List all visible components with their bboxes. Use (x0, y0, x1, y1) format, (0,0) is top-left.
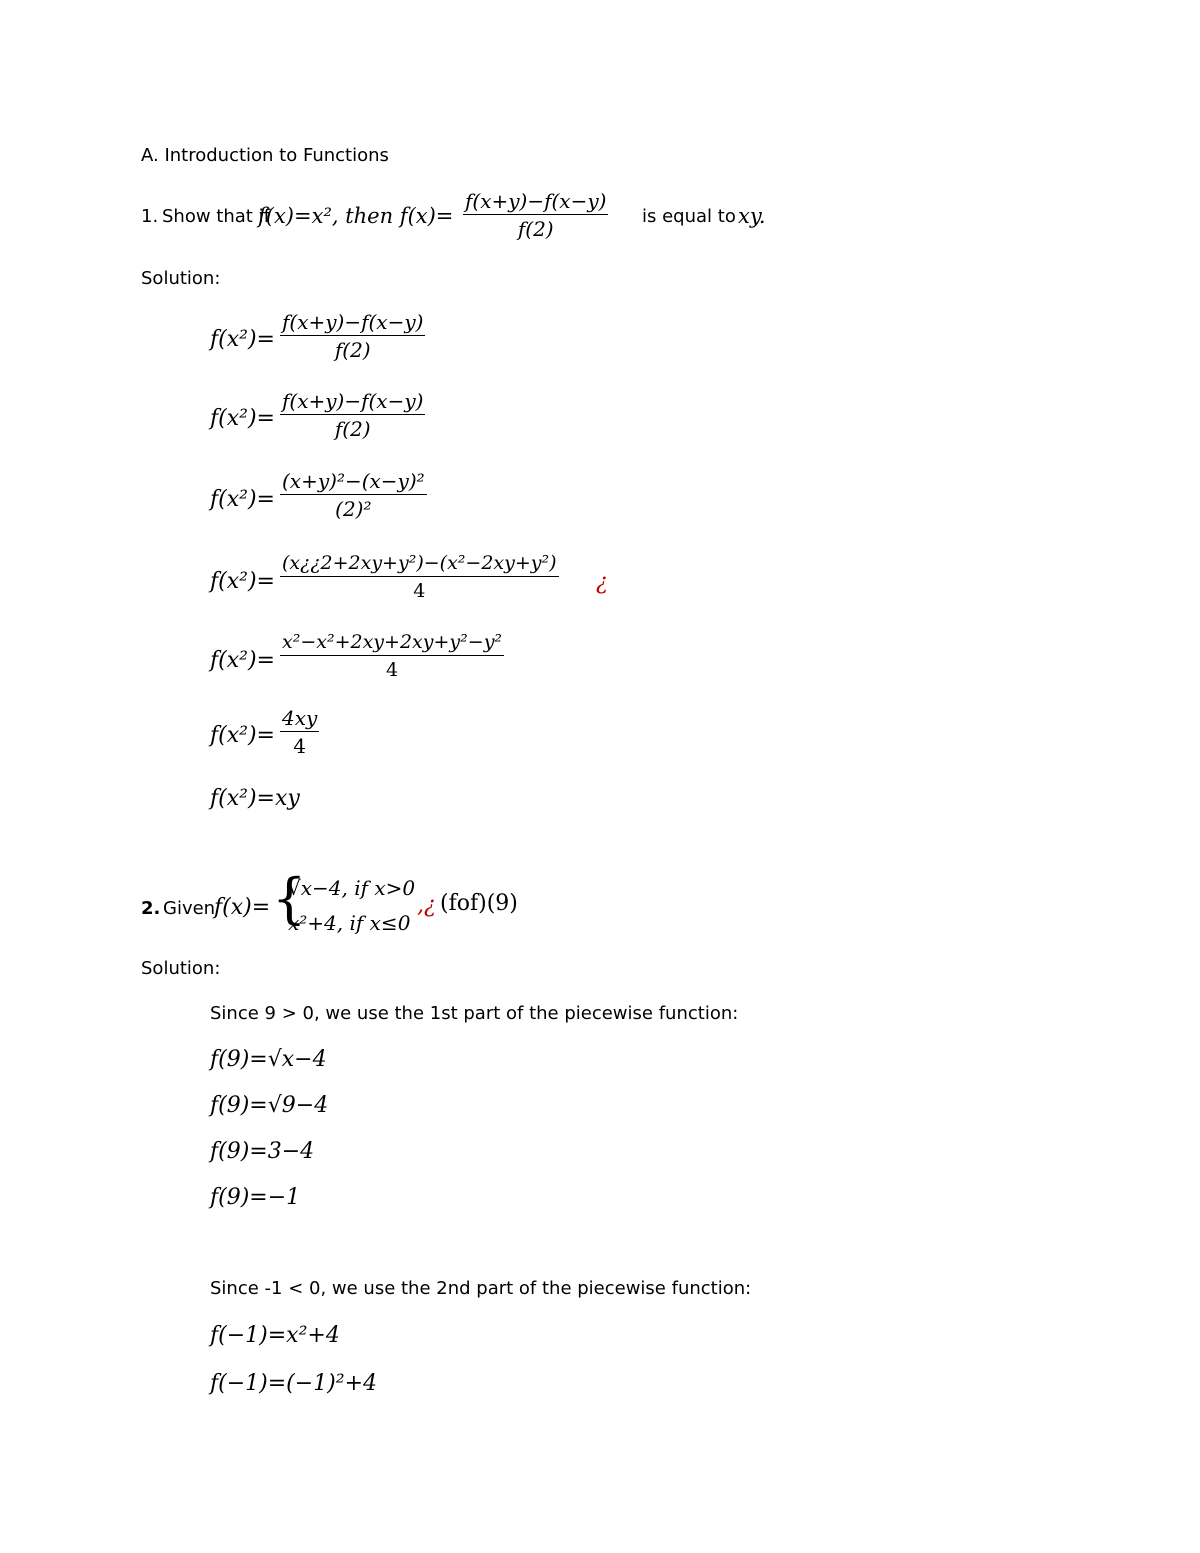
q1-prefix: Show that if (162, 206, 270, 227)
q1-number: 1. (141, 206, 159, 227)
q1-step6-numerator: 4xy (282, 706, 318, 730)
q1-step4-denominator: 4 (413, 580, 426, 602)
q1-step2-lhs: f(x²)= (210, 406, 275, 431)
q1-suffix: is equal to (642, 206, 736, 227)
q2-case2: x²+4, if x≤0 (288, 911, 411, 935)
q1-given: f(x)=x², then f(x)= (258, 204, 454, 228)
q2-tail-red: ,¿ (417, 893, 436, 918)
solution-label-1: Solution: (141, 268, 221, 289)
q2-lhs: f(x)= (214, 895, 271, 920)
q1-step3-numerator: (x+y)²−(x−y)² (282, 469, 425, 493)
q1-step2-denominator: f(2) (334, 417, 371, 441)
q1-step3-fraction (280, 469, 427, 521)
q2-part1-note: Since 9 > 0, we use the 1st part of the piecewise function: (210, 1003, 739, 1024)
solution-label-2: Solution: (141, 958, 221, 979)
q1-step1-lhs: f(x²)= (210, 327, 275, 352)
q2-part2-note: Since -1 < 0, we use the 2nd part of the piecewise function: (210, 1278, 752, 1299)
q1-fraction-denominator: f(2) (517, 217, 554, 241)
section-title: A. Introduction to Functions (141, 145, 389, 166)
q1-fraction-numerator: f(x+y)−f(x−y) (465, 189, 607, 213)
q1-step3-denominator: (2)² (335, 497, 372, 521)
q1-step5-lhs: f(x²)= (210, 648, 275, 673)
q2-tail: (fof)(9) (440, 891, 518, 916)
q1-step5-denominator: 4 (385, 659, 399, 681)
q1-target: xy. (738, 204, 766, 228)
q1-step4-numerator: (x¿¿2+2xy+y²)−(x²−2xy+y²) (280, 551, 559, 577)
q1-step2-numerator: f(x+y)−f(x−y) (282, 389, 424, 413)
q1-step1-denominator: f(2) (334, 338, 371, 362)
q2-part1-step1: f(9)=√x−4 (210, 1047, 327, 1072)
q1-step5-numerator: x²−x²+2xy+2xy+y²−y² (280, 630, 504, 656)
q2-number: 2. (141, 898, 161, 919)
piecewise-brace: { (272, 867, 307, 930)
q2-prefix: Given (163, 898, 216, 919)
q1-step3-lhs: f(x²)= (210, 487, 275, 512)
q1-step2-fraction (280, 389, 425, 441)
q1-step4-lhs: f(x²)= (210, 569, 275, 594)
q1-fraction (463, 189, 608, 241)
q2-part1-step4: f(9)=−1 (210, 1185, 301, 1210)
q1-step6-fraction (280, 706, 319, 758)
q1-step1-fraction (280, 310, 425, 362)
q1-step7: f(x²)=xy (210, 786, 300, 811)
q1-step6-denominator: 4 (293, 734, 307, 758)
q2-part2-step1: f(−1)=x²+4 (210, 1323, 340, 1348)
q2-part1-step2: f(9)=√9−4 (210, 1093, 329, 1118)
q2-part2-step2: f(−1)=(−1)²+4 (210, 1371, 378, 1396)
q1-step4-fraction (280, 551, 559, 603)
q2-part1-step3: f(9)=3−4 (210, 1139, 315, 1164)
q1-step6-lhs: f(x²)= (210, 723, 275, 748)
q2-case1: √x−4, if x>0 (288, 876, 416, 900)
q1-step4-trail: ¿ (596, 570, 608, 595)
q1-step1-numerator: f(x+y)−f(x−y) (282, 310, 424, 334)
q1-step5-fraction (280, 630, 504, 682)
